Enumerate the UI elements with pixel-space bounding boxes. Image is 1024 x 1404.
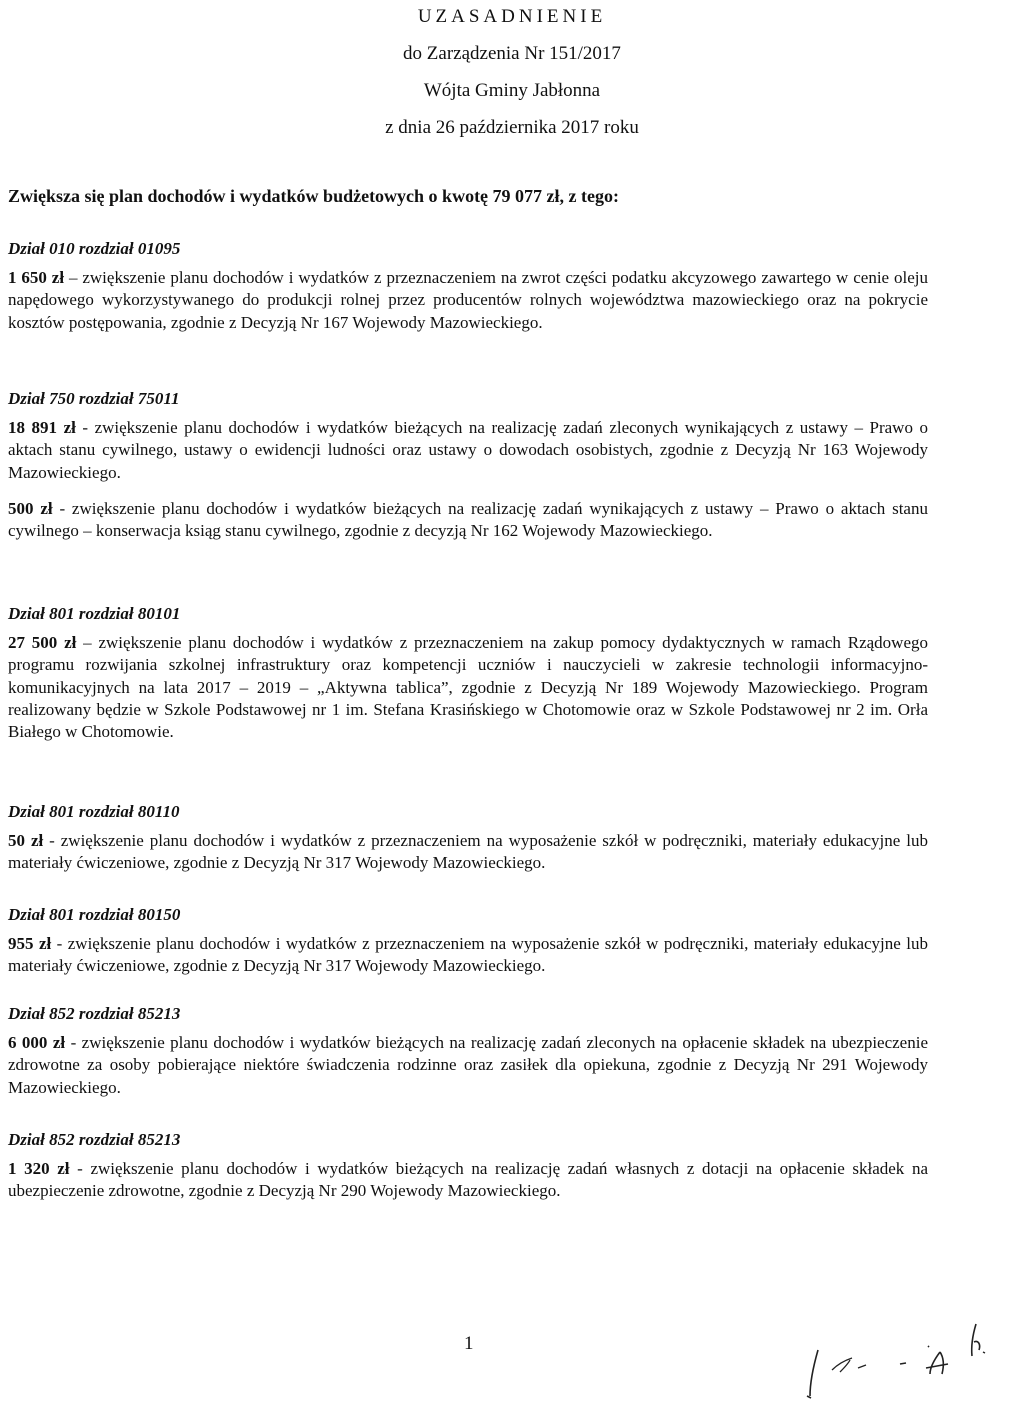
- section-heading: Dział 801 rozdział 80150: [8, 905, 181, 924]
- section-paragraph: [8, 498, 928, 543]
- section-paragraph: [8, 933, 928, 978]
- amount: 1 320 zł: [8, 1159, 70, 1178]
- amount: 500 zł: [8, 498, 53, 518]
- section-801-80110: [8, 801, 928, 889]
- document-title: UZASADNIENIE: [417, 6, 607, 27]
- section-paragraph: [8, 267, 928, 334]
- paragraph-text: - zwiększenie planu dochodów i wydatków z przeznaczeniem na wyposażenie szkół w podręczniki, materiały edukacyjne lub materiały ćwiczeniowe, zgodnie z Decyzją Nr 317 Wojewody Mazowieckiego.: [8, 831, 928, 873]
- section-heading: Dział 801 rozdział 80101: [8, 604, 181, 623]
- section-801-80150: [8, 904, 928, 992]
- ordinance-reference: do Zarządzenia Nr 151/2017: [403, 43, 621, 64]
- section-010-01095: [8, 238, 928, 348]
- handwritten-signature: [780, 1322, 1020, 1402]
- paragraph-text: - zwiększenie planu dochodów i wydatków bieżących na realizację zadań własnych z dotacji na opłacenie składek na ubezpieczenie zdrowotne, zgodnie z Decyzją Nr 290 Wojewody Mazowieckiego.: [8, 1159, 928, 1201]
- paragraph-text: - zwiększenie planu dochodów i wydatków bieżących na realizację zadań zleconych wynikających z ustawy – Prawo o aktach stanu cywilnego, ustawy o ewidencji ludności oraz ustawy o dowodach osobistych, zgodnie z Decyzją Nr 163 Wojewody Mazowieckiego.: [8, 418, 928, 482]
- page-number: 1: [464, 1333, 474, 1354]
- section-750-75011: [8, 388, 928, 556]
- amount: 50 zł: [8, 831, 44, 850]
- section-852-85213-a: [8, 1003, 928, 1113]
- section-paragraph: [8, 1158, 928, 1203]
- amount: 1 650 zł: [8, 268, 65, 287]
- issuer-line: Wójta Gminy Jabłonna: [423, 80, 601, 101]
- section-heading: Dział 852 rozdział 85213: [8, 1004, 181, 1023]
- section-paragraph: [8, 632, 928, 743]
- amount: 18 891 zł: [8, 418, 76, 437]
- amount: 27 500 zł: [8, 633, 77, 652]
- paragraph-text: - zwiększenie planu dochodów i wydatków bieżących na realizację zadań wynikających z ustawy – Prawo o aktach stanu cywilnego – konserwacja ksiąg stanu cywilnego, zgodnie z decyzją Nr 162 Wojewody Mazowieckiego.: [8, 498, 928, 541]
- amount: 6 000 zł: [8, 1033, 66, 1052]
- section-heading: Dział 801 rozdział 80110: [8, 802, 180, 821]
- section-heading: Dział 750 rozdział 75011: [8, 389, 180, 408]
- section-852-85213-b: [8, 1129, 928, 1217]
- section-heading: Dział 852 rozdział 85213: [8, 1130, 181, 1149]
- paragraph-text: – zwiększenie planu dochodów i wydatków z przeznaczeniem na zwrot części podatku akcyzowego zawartego w cenie oleju napędowego wykorzystywanego do produkcji rolnej przez producentów rolnych województwa mazowieckiego oraz na pokrycie kosztów postępowania, zgodnie z Decyzją Nr 167 Wojewody Mazowieckiego.: [8, 268, 928, 332]
- section-heading: Dział 010 rozdział 01095: [8, 239, 181, 258]
- intro-statement: Zwiększa się plan dochodów i wydatków budżetowych o kwotę 79 077 zł, z tego:: [8, 186, 620, 206]
- section-paragraph: [8, 830, 928, 875]
- section-paragraph: [8, 417, 928, 484]
- paragraph-text: – zwiększenie planu dochodów i wydatków z przeznaczeniem na zakup pomocy dydaktycznych w ramach Rządowego programu rozwijania szkolnej infrastruktury oraz kompetencji uczniów i nauczycieli w zakresie technologii informacyjno-komunikacyjnych na lata 2017 – 2019 – „Aktywna tablica”, zgodnie z Decyzją Nr 189 Wojewody Mazowieckiego. Program realizowany będzie w Szkole Podstawowej nr 1 im. Stefana Krasińskiego w Chotomowie oraz w Szkole Podstawowej nr 2 im. Orła Białego w Chotomowie.: [8, 633, 928, 742]
- section-801-80101: [8, 603, 928, 757]
- amount: 955 zł: [8, 934, 52, 953]
- paragraph-text: - zwiększenie planu dochodów i wydatków bieżących na realizację zadań zleconych na opłacenie składek na ubezpieczenie zdrowotne za osoby pobierające niektóre świadczenia rodzinne oraz zasiłek dla opiekuna, zgodnie z Decyzją Nr 291 Wojewody Mazowieckiego.: [8, 1033, 928, 1097]
- date-line: z dnia 26 października 2017 roku: [385, 117, 639, 138]
- paragraph-text: - zwiększenie planu dochodów i wydatków z przeznaczeniem na wyposażenie szkół w podręczniki, materiały edukacyjne lub materiały ćwiczeniowe, zgodnie z Decyzją Nr 317 Wojewody Mazowieckiego.: [8, 934, 928, 976]
- section-paragraph: [8, 1032, 928, 1099]
